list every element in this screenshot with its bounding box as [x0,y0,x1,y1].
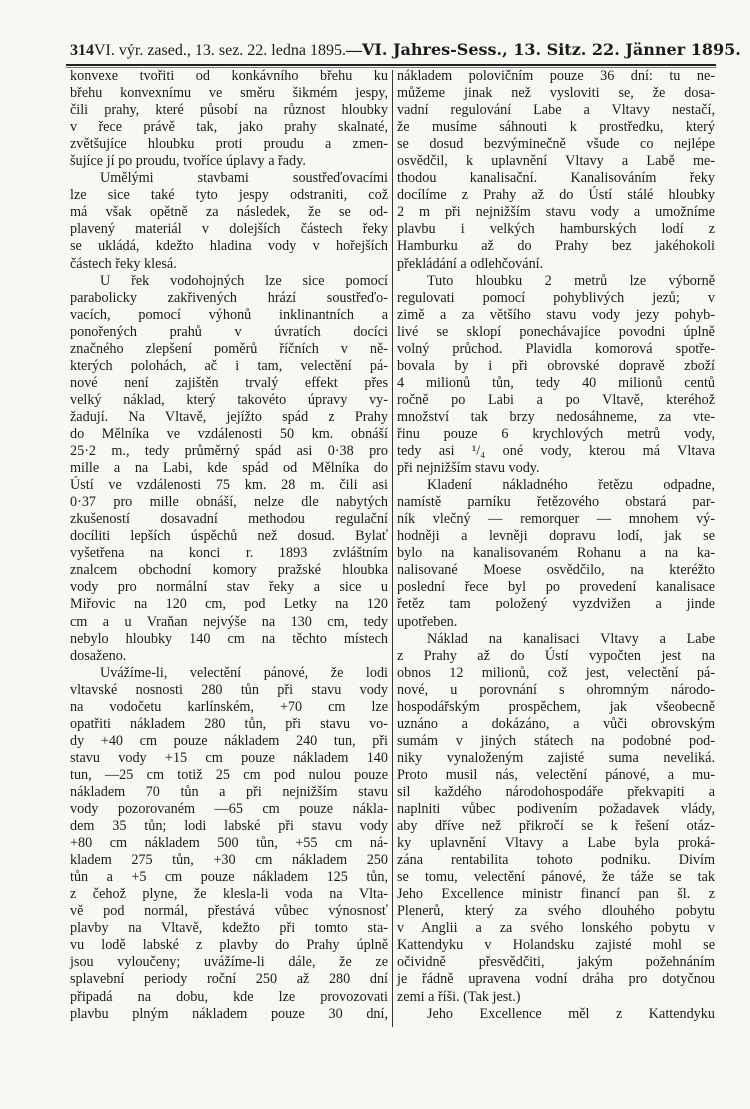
text-line: z Prahy až do Ústí vypočten jest na [397,647,715,664]
text-line: Náklad na kanalisaci Vltavy a Labe [427,630,715,647]
text-line: bovala by i při obrovské dopravě zboží [397,357,715,374]
text-line: v Anglii a za svého lonského pobytu v [397,920,715,937]
text-line: se dosud bezvýminečně všude co nejlépe [397,136,715,153]
text-line: dosaženo. [70,647,127,664]
text-line: z čehož plyne, že klesla-li voda na Vlta- [70,886,388,903]
text-line: částech řeky klesá. [70,255,177,272]
text-line: thodou kanalisační. Kanalisováním řeky [397,170,715,187]
text-line: jsou vyloučeny; uvážíme-li dále, že ze [70,954,388,971]
text-line: niky vynaloženým zajisté suma neveliká. [397,749,715,766]
text-line: očividně přesvědčiti, jakým požehnáním [397,954,715,971]
header-rule [66,64,716,66]
text-line: uznáno a dokázáno, a vůči obrovským [397,715,715,732]
text-line: nákladem polovičním pouze 36 dní: tu ne- [397,68,715,84]
text-line: poslední řece byl po provedení kanalisace [397,579,715,596]
text-line: sil každého národohospodáře překvapiti a [397,783,715,800]
text-line: tůn a +5 cm pouze nákladem 125 tůn, [70,869,388,886]
text-line: plavby na Vltavě, kdežto při tomto sta- [70,920,388,937]
text-line: Kattendyku v Holandsku zajisté mohl se [397,937,715,954]
paragraph [397,477,715,630]
text-line: docílíme z Prahy až do Ústí stálé hloubky [397,187,715,204]
text-line: břehu konvexnímu ve směru šikmém jespy, [70,85,388,102]
text-line: mille a na Labi, kde spád od Mělníka do [70,460,388,477]
text-line: znalcem obchodní komory pražské hloubka [70,562,388,579]
text-line: nové, u porovnání s ohromným národo- [397,681,715,698]
text-line: se tomu, velectění pánové, že táže se tak [397,869,715,886]
text-line: Jeho Excellence měl z Kattendyku [427,1005,715,1022]
text-line: volný průchod. Plavidla komorová spotře- [397,340,715,357]
text-line: vyšetřena na konci r. 1893 zvláštním [70,545,388,562]
text-line: nákladem 70 tůn a při nejnižším stavu [70,783,388,800]
paragraph [397,1006,715,1023]
text-line: Hamburku až do Prahy bez jakéhokoli [397,238,715,255]
text-line: Kladení nákladného řetězu odpadne, [427,477,715,494]
text-line: velký náklad, který takovéto úpravy vy- [70,391,388,408]
text-line: vadní regulování Labe a Vltavy nestačí, [397,102,715,119]
header-czech: VI. výr. zased., 13. sez. 22. ledna 1895. [94,42,346,59]
text-line: parabolicky zakřivených hrází soustřeďo- [70,289,388,306]
text-line: Ústí ve vzdálenosti 75 km. 28 m. čili asi [70,477,388,494]
text-line: vacích, pomocí výhonů inklinantních a [70,306,388,323]
text-line: docíliti lepších úspěchů než dosud. Bylať [70,528,388,545]
text-line: Proto musil nás, velectění pánové, a mu- [397,766,715,783]
text-line: šujíce jí po proudu, tvoříce úplavy a řady. [70,153,306,170]
text-line: řinu pouze 6 krychlových metrů vody, [397,425,715,442]
text-line: zimě a za většího stavu vody jezy pohyb- [397,306,715,323]
text-line: upotřeben. [397,613,458,630]
text-line: ročně po Labi a po Vltavě, kteréhož [397,391,715,408]
text-line: nové není zajištěn trvalý effekt přes [70,374,388,391]
text-line: vu lodě labské z plavby do Prahy úplně [70,937,388,954]
text-line: čili prahy, které působí na různost hloubky [70,102,388,119]
text-line: zkušeností dosavadní methodou regulační [70,511,388,528]
paragraph [397,273,715,478]
text-line: hodněji a levněji dopravu lodí, jak se [397,528,715,545]
text-line: namístě parníku řetězového obstará par- [397,494,715,511]
text-line: zvětšujíce hloubku proti proudu a zmen- [70,136,388,153]
text-line: že musíme sáhnouti k prostředku, který [397,119,715,136]
text-line: zemi a říši. (Tak jest.) [397,988,521,1005]
text-line: Plenerů, který za svého dlouhého pobytu [397,903,715,920]
text-line: kladem 275 tůn, +30 cm nákladem 250 [70,852,388,869]
text-line: Tuto hloubku 2 metrů lze výborně [427,272,715,289]
text-line: +80 cm nákladem 500 tůn, +55 cm ná- [70,835,388,852]
text-line: ky uplavnění Vltavy a Labe byla proká- [397,835,715,852]
text-line: vody pozorovaném —65 cm pouze nákla- [70,801,388,818]
header-dash: — [345,42,362,59]
paragraph [397,68,715,273]
text-line: plavbu i velkých hamburských lodí z [397,221,715,238]
text-line: tedy asi ¹/₄ oné vody, kterou má Vltava [397,443,715,460]
text-line: 0·37 pro mille obnáší, nelze dle nabytých [70,494,388,511]
paragraph [70,68,388,170]
paragraph [70,665,388,1023]
text-line: nalisované Moese osvědčilo, na kteréžto [397,562,715,579]
text-line: množství tak brzy nedosáhneme, za vte- [397,408,715,425]
text-line: dem 35 tůn; lodi labské při stavu vody [70,818,388,835]
text-line: Miřovic na 120 cm, pod Letky na 120 [70,596,388,613]
text-line: žadují. Na Vltavě, jejížto spád z Prahy [70,408,388,425]
text-line: na vodočetu karlínském, +70 cm lze [70,698,388,715]
text-line: tun, —25 cm totiž 25 cm pod nulou pouze [70,766,388,783]
text-line: lze sice také tyto jespy odstraniti, což [70,187,388,204]
text-line: zána rentabilita tohoto podniku. Divím [397,852,715,869]
text-line: vody pro normální stav řeky a sice u [70,579,388,596]
text-line: plavený materiál v dolejších částech řeky [70,221,388,238]
text-line: stavu vody +15 cm pouze nákladem 140 [70,749,388,766]
text-line: má však opětně za následek, že se od- [70,204,388,221]
text-line: připadá na dobu, kde lze provozovati [70,988,388,1005]
text-line: bylo na kanalisovaném Rohanu a na ka- [397,545,715,562]
text-line: překládání a odlehčování. [397,255,544,272]
text-line: aby dříve než přikročí se k řešení otáz- [397,818,715,835]
running-header [70,40,741,62]
paragraph [70,170,388,272]
text-line: Umělými stavbami soustřeďovacími [100,170,388,187]
text-line: ník vlečný — remorquer — mnohem vý- [397,511,715,528]
text-line: Uvážíme-li, velectění pánové, že lodi [100,664,388,681]
text-line: nebylo hloubky 140 cm na těchto místech [70,630,388,647]
text-line: řetěz tam položený vyzdvižen a jinde [397,596,715,613]
text-line: 4 milionů tůn, tedy 40 milionů centů [397,374,715,391]
text-line: U řek vodohojných lze sice pomocí [100,272,388,289]
text-line: konvexe tvořiti od konkávního břehu ku [70,68,388,84]
text-line: plavbu plným nákladem pouze 30 dní, [70,1005,388,1022]
right-column [397,68,715,1023]
text-line: do Mělníka ve vzdálenosti 50 km. obnáší [70,425,388,442]
left-column [70,68,388,1023]
text-line: 25·2 m., tedy průměrný spád asi 0·38 pro [70,443,388,460]
text-line: ponořených prahů v úvratích docíci [70,323,388,340]
text-line: splavební periody roční 250 až 280 dní [70,971,388,988]
text-line: vltavské nosnosti 280 tůn při stavu vody [70,681,388,698]
text-line: obnos 12 milionů, což jest, velectění pá- [397,664,715,681]
page-number: 314 [70,42,94,59]
text-line: můžeme jinak než vysloviti se, že dosa- [397,85,715,102]
text-line: hospodářským prospěchem, jak všeobecně [397,698,715,715]
text-line: cm a u Vraňan nejvýše na 130 cm, tedy [70,613,388,630]
text-line: naplniti vůbec podivením požadavek vlády, [397,801,715,818]
text-line: dy +40 cm pouze nákladem 240 tun, při [70,732,388,749]
column-divider [392,70,393,1027]
text-line: regulovati pomocí pohyblivých jezů; v [397,289,715,306]
text-line: je řádně upravena vodní dráha pro dotyčnou [397,971,715,988]
text-line: při nejnižším stavu vody. [397,460,540,477]
text-line: značného zlepšení poměrů říčních v ně- [70,340,388,357]
paragraph [70,273,388,665]
text-line: livé se sklopí ponechávajíce povodni úplně [397,323,715,340]
text-line: osvědčil, k uplavnění Vltavy a Labě me- [397,153,715,170]
text-line: v řece právě tak, jako prahy skalnaté, [70,119,388,136]
text-line: Jeho Excellence ministr financí pan šl. z [397,886,715,903]
paragraph [397,631,715,1006]
text-line: opatřiti nákladem 280 tůn, při stavu vo- [70,715,388,732]
text-line: se ukládá, kdežto hladina vody v hořejších [70,238,388,255]
text-line: 2 m při nejnižším stavu vody a umožníme [397,204,715,221]
text-line: sumám v jiných státech na podobné pod- [397,732,715,749]
header-german: VI. Jahres-Sess., 13. Sitz. 22. Jänner 1895. [361,40,741,59]
text-line: kterých polohách, ač i tam, velectění pá- [70,357,388,374]
text-line: vě pod normál, přestává vůbec výnosnosť [70,903,388,920]
